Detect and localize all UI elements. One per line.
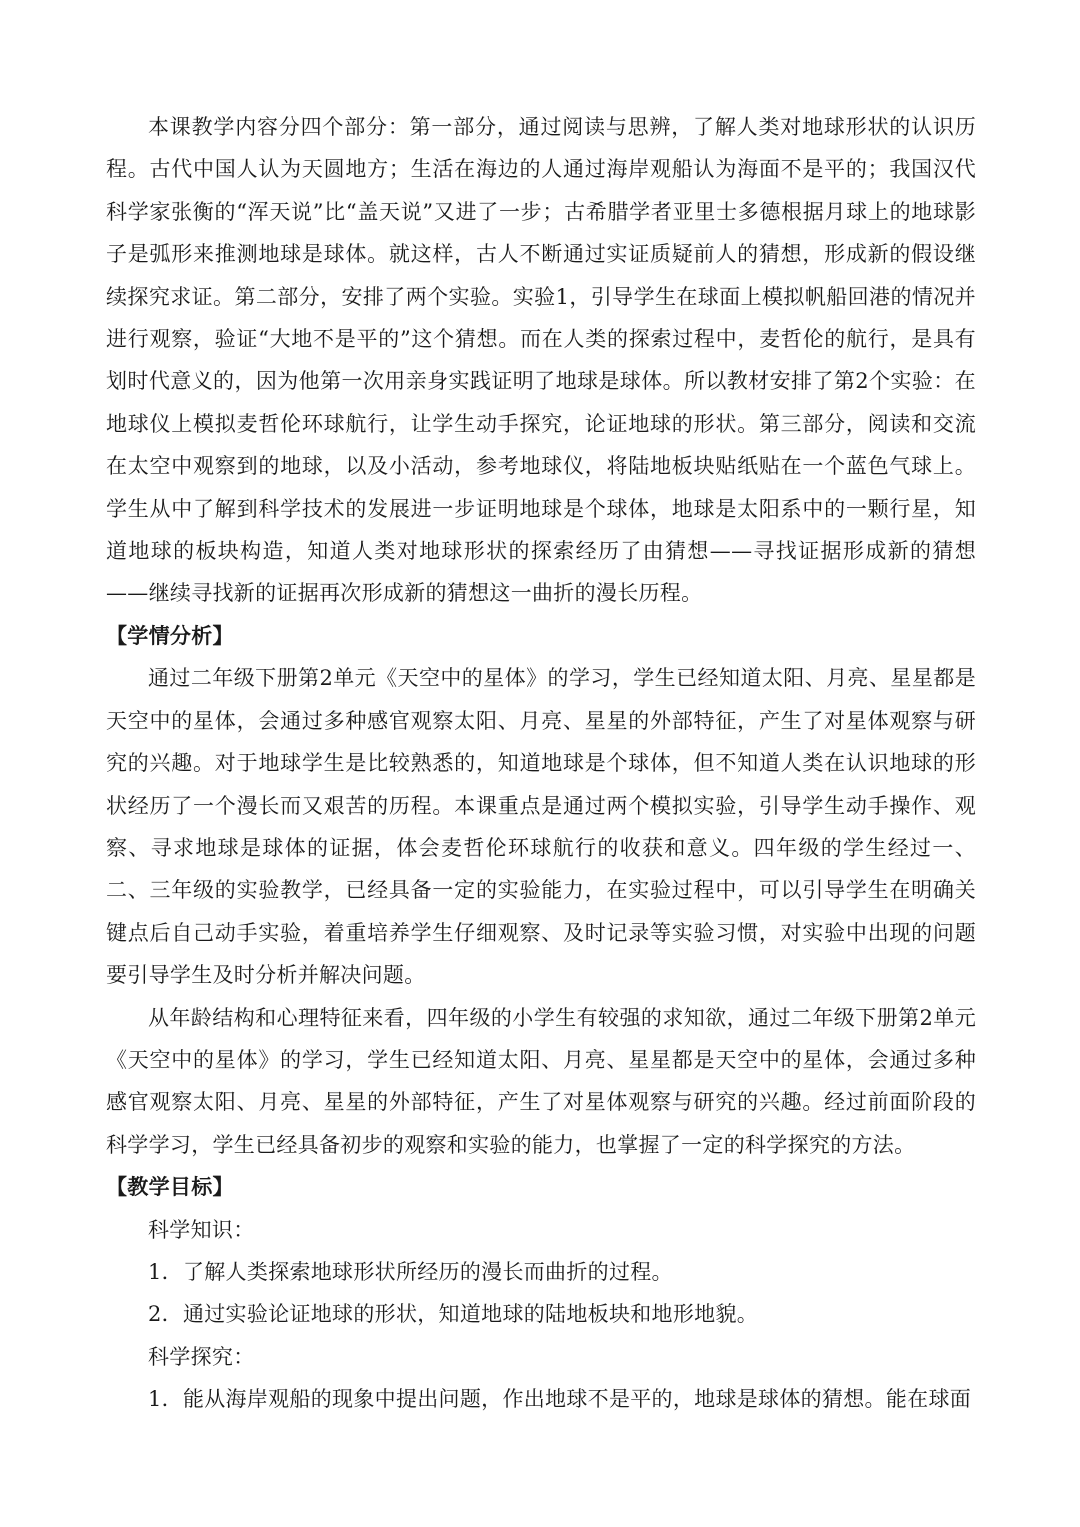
teaching-goals-heading: 【教学目标】 [106, 1174, 234, 1200]
student-analysis-heading: 【学情分析】 [106, 622, 234, 648]
student-analysis-paragraph-2: 从年龄结构和心理特征来看，四年级的小学生有较强的求知欲，通过二年级下册第2单元《天空中的星体》的学习，学生已经知道太阳、月亮、星星都是天空中的星体，会通过多种感官观察太阳、月亮、星星的外部特征，产生了对星体观察与研究的兴趣。经过前面阶段的科学学习，学生已经具备初步的观察和实验的能力，也掌握了一定的科学探究的方法。 [106, 1005, 976, 1157]
knowledge-label: 科学知识： [148, 1217, 255, 1242]
knowledge-item-2: 2．通过实验论证地球的形状，知道地球的陆地板块和地形地貌。 [148, 1302, 759, 1327]
intro-paragraph: 本课教学内容分四个部分：第一部分，通过阅读与思辨，了解人类对地球形状的认识历程。古代中国人认为天圆地方；生活在海边的人通过海岸观船认为海面不是平的；我国汉代科学家张衡的“浑天说”比“盖天说”又进了一步；古希腊学者亚里士多德根据月球上的地球影子是弧形来推测地球是球体。就这样，古人不断通过实证质疑前人的猜想，形成新的假设继续探究求证。第二部分，安排了两个实验。实验1，引导学生在球面上模拟帆船回港的情况并进行观察，验证“大地不是平的”这个猜想。而在人类的探索过程中，麦哲伦的航行，是具有划时代意义的，因为他第一次用亲身实践证明了地球是球体。所以教材安排了第2个实验：在地球仪上模拟麦哲伦环球航行，让学生动手探究，论证地球的形状。第三部分，阅读和交流在太空中观察到的地球，以及小活动，参考地球仪，将陆地板块贴纸贴在一个蓝色气球上。学生从中了解到科学技术的发展进一步证明地球是个球体，地球是太阳系中的一颗行星，知道地球的板块构造，知道人类对地球形状的探索经历了由猜想——寻找证据形成新的猜想——继续寻找新的证据再次形成新的猜想这一曲折的漫长历程。 [106, 115, 976, 606]
knowledge-item-1: 1．了解人类探索地球形状所经历的漫长而曲折的过程。 [148, 1259, 673, 1284]
student-analysis-paragraph-1: 通过二年级下册第2单元《天空中的星体》的学习，学生已经知道太阳、月亮、星星都是天空中的星体，会通过多种感官观察太阳、月亮、星星的外部特征，产生了对星体观察与研究的兴趣。对于地球学生是比较熟悉的，知道地球是个球体，但不知道人类在认识地球的形状经历了一个漫长而又艰苦的历程。本课重点是通过两个模拟实验，引导学生动手操作、观察、寻求地球是球体的证据，体会麦哲伦环球航行的收获和意义。四年级的学生经过一、二、三年级的实验教学，已经具备一定的实验能力，在实验过程中，可以引导学生在明确关键点后自己动手实验，着重培养学生仔细观察、及时记录等实验习惯，对实验中出现的问题要引导学生及时分析并解决问题。 [106, 666, 976, 988]
document-body [106, 106, 976, 1421]
inquiry-label: 科学探究： [148, 1344, 255, 1369]
inquiry-item-1: 1．能从海岸观船的现象中提出问题，作出地球不是平的，地球是球体的猜想。能在球面 [148, 1387, 972, 1412]
